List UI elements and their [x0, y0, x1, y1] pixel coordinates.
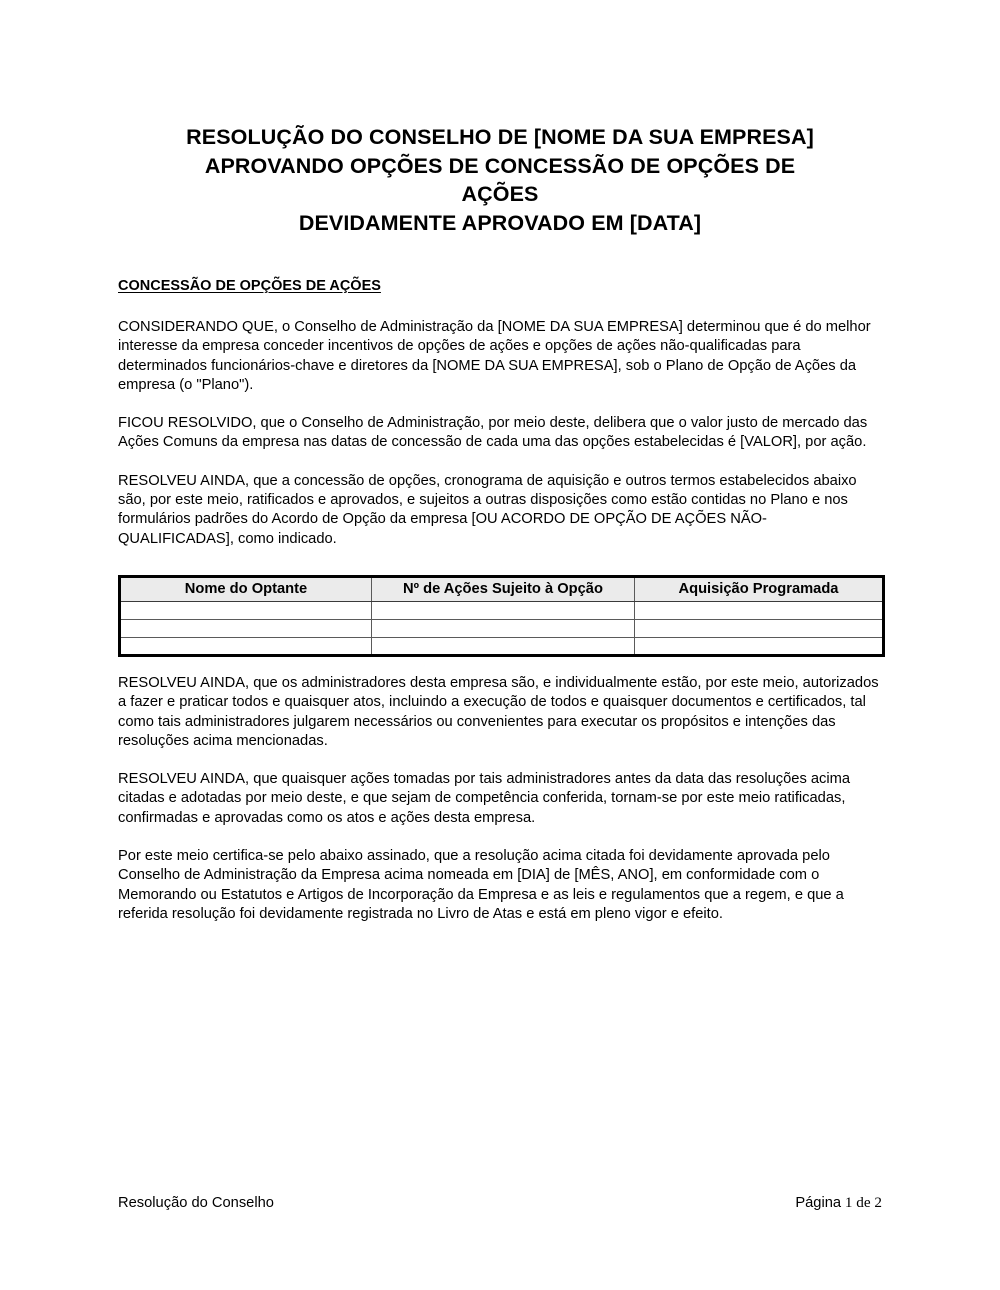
section-heading-text: CONCESSÃO DE OPÇÕES DE AÇÕES	[118, 278, 381, 294]
table-cell-nome[interactable]	[120, 601, 372, 619]
table-header-nome-do-optante: Nome do Optante	[120, 576, 372, 601]
table-cell-acoes[interactable]	[372, 619, 635, 637]
table-header-numero-de-acoes: Nº de Ações Sujeito à Opção	[372, 576, 635, 601]
table-row[interactable]	[120, 601, 884, 619]
paragraph-resolveu-ainda-3: RESOLVEU AINDA, que quaisquer ações tomadas por tais administradores antes da data das resoluções acima citadas e adotadas por meio deste, e que sejam de competência conferida, tornam-se por este meio ratificadas, confirmadas e aprovadas como os atos e ações desta empresa.	[118, 771, 851, 826]
paragraph-resolveu-ainda-2: RESOLVEU AINDA, que os administradores desta empresa são, e individualmente estão, por este meio, autorizados a fazer e praticar todos e quaisquer atos, incluindo a execução de todos e quaisquer documentos e certificados, tal como tais administradores julgarem necessários ou convenientes para executar os propósitos e intenções das resoluções acima mencionadas.	[118, 674, 879, 749]
grant-table-container	[118, 549, 882, 657]
paragraph-resolveu-ainda-1: RESOLVEU AINDA, que a concessão de opções, cronograma de aquisição e outros termos estabelecidos abaixo são, por este meio, ratificados e aprovados, e sujeitos a outras disposições como estão contidas no Plano e nos formulários padrões do Acordo de Opção da empresa [OU ACORDO DE OPÇÃO DE AÇÕES NÃO-QUALIFICADAS], como indicado.	[118, 472, 857, 547]
paragraph-certificacao: Por este meio certifica-se pelo abaixo assinado, que a resolução acima citada foi devidamente aprovada pelo Conselho de Administração da Empresa acima nomeada em [DIA] de [MÊS, ANO], em conformidade com o Memorando ou Estatutos e Artigos de Incorporação da Empresa e as leis e regulamentos que a regem, e que a referida resolução foi devidamente registrada no Livro de Atas e está em pleno vigor e efeito.	[118, 848, 844, 922]
paragraph-considerando: CONSIDERANDO QUE, o Conselho de Administração da [NOME DA SUA EMPRESA] determinou que é do melhor interesse da empresa conceder incentivos de opções de ações e opções de ações não-qualificadas para determinados funcionários-chave e diretores da [NOME DA SUA EMPRESA], sob o Plano de Opção de Ações da empresa (o "Plano").	[118, 319, 871, 393]
page-title-line-1: RESOLUÇÃO DO CONSELHO DE [NOME DA SUA EMPRESA]	[186, 125, 814, 149]
table-row[interactable]	[120, 637, 884, 655]
footer-page-indicator	[795, 1193, 882, 1213]
page-title-line-4: DEVIDAMENTE APROVADO EM [DATA]	[298, 210, 702, 235]
section-heading	[118, 237, 882, 296]
table-header-aquisicao-programada: Aquisição Programada	[635, 576, 884, 601]
document-content	[118, 0, 882, 924]
footer-page-of-word: de	[856, 1194, 871, 1211]
table-cell-acoes[interactable]	[372, 637, 635, 655]
table-cell-acoes[interactable]	[372, 601, 635, 619]
table-cell-aquisicao[interactable]	[635, 601, 884, 619]
paragraph-ficou-resolvido: FICOU RESOLVIDO, que o Conselho de Administração, por meio deste, delibera que o valor justo de mercado das Ações Comuns da empresa nas datas de concessão de cada uma das opções estabelecidas é [VALOR], por ação.	[118, 415, 868, 451]
table-cell-aquisicao[interactable]	[635, 619, 884, 637]
table-cell-nome[interactable]	[120, 637, 372, 655]
footer-page-word: Página	[795, 1195, 842, 1211]
table-header-row	[120, 576, 884, 601]
table-cell-nome[interactable]	[120, 619, 372, 637]
page-title-line-3: AÇÕES	[461, 182, 539, 206]
table-row[interactable]	[120, 619, 884, 637]
page-title-line-2: APROVANDO OPÇÕES DE CONCESSÃO DE OPÇÕES DE	[204, 153, 796, 178]
footer-document-label: Resolução do Conselho	[118, 1195, 274, 1211]
table-cell-aquisicao[interactable]	[635, 637, 884, 655]
footer-page-current: 1	[844, 1194, 853, 1211]
option-grant-table	[118, 575, 885, 657]
footer-page-total: 2	[874, 1194, 882, 1211]
page-footer	[118, 1193, 882, 1213]
page-title	[118, 0, 882, 237]
